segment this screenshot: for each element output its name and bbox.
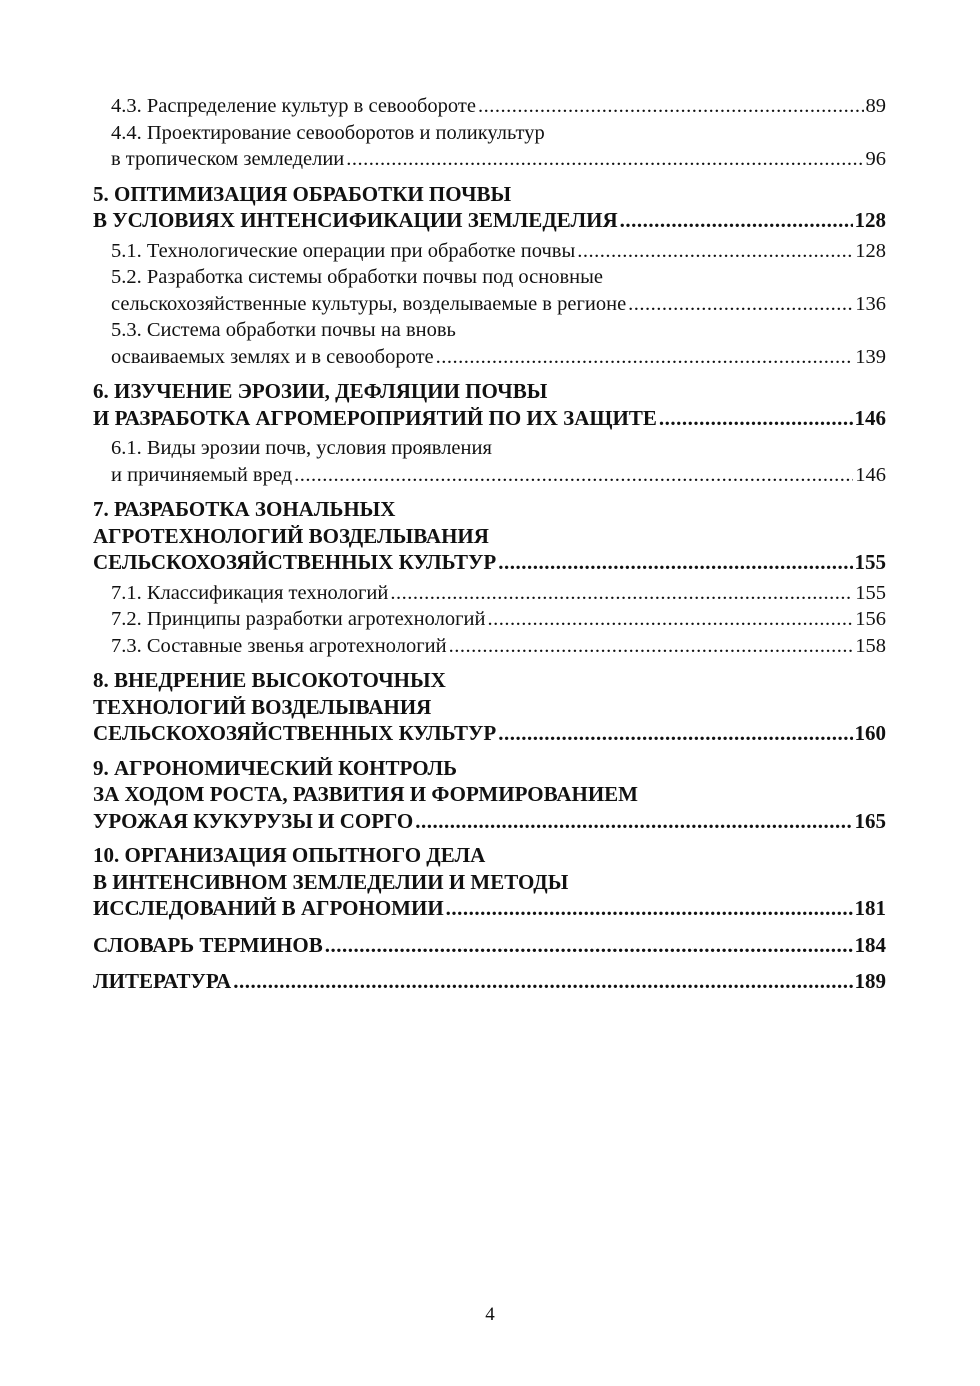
chapter-title: 9. АГРОНОМИЧЕСКИЙ КОНТРОЛЬ [93, 755, 458, 780]
toc-entry-7-1[interactable] [93, 580, 886, 607]
toc-entry-7-3[interactable] [93, 633, 886, 660]
toc-entry-4-4-line1[interactable] [93, 120, 886, 147]
toc-entry-page: 96 [865, 148, 886, 170]
dot-leader [577, 238, 853, 265]
dot-leader [436, 344, 854, 371]
dot-leader [498, 549, 852, 576]
toc-entry-label: и причиняемый вред [111, 463, 293, 486]
toc-chapter-6[interactable] [93, 378, 886, 431]
dot-leader [390, 580, 853, 607]
chapter-page: 181 [854, 896, 886, 920]
chapter-page: 146 [854, 405, 886, 430]
chapter-title: ТЕХНОЛОГИЙ ВОЗДЕЛЫВАНИЯ [93, 694, 432, 719]
toc-chapter-7[interactable] [93, 496, 886, 576]
toc-entry-label: 4.4. Проектирование севооборотов и поликультур [111, 121, 545, 144]
toc-entry-6-1[interactable] [93, 462, 886, 489]
toc-entry-4-3[interactable] [93, 93, 886, 120]
chapter-title: ИССЛЕДОВАНИЙ В АГРОНОМИИ [93, 896, 444, 920]
toc-entry-4-4[interactable] [93, 146, 886, 173]
toc-section-6-subs [93, 435, 886, 488]
chapter-title: В ИНТЕНСИВНОМ ЗЕМЛЕДЕЛИИ И МЕТОДЫ [93, 869, 569, 894]
chapter-title: 8. ВНЕДРЕНИЕ ВЫСОКОТОЧНЫХ [93, 668, 446, 692]
toc-entry-label: 6.1. Виды эрозии почв, условия проявления [111, 437, 492, 459]
toc-entry-label: 5.2. Разработка системы обработки почвы под основные [111, 266, 603, 288]
chapter-title: 7. РАЗРАБОТКА ЗОНАЛЬНЫХ [93, 497, 396, 521]
chapter-title: УРОЖАЯ КУКУРУЗЫ И СОРГО [93, 808, 414, 833]
toc-entry-5-3[interactable] [93, 344, 886, 371]
toc-entry-5-3-line1[interactable] [93, 317, 886, 344]
toc-entry-page: 155 [855, 581, 886, 604]
chapter-title: 10. ОРГАНИЗАЦИЯ ОПЫТНОГО ДЕЛА [93, 843, 486, 867]
toc-entry-6-1-line1[interactable] [93, 435, 886, 462]
dot-leader [449, 633, 854, 660]
chapter-title: В УСЛОВИЯХ ИНТЕНСИФИКАЦИИ ЗЕМЛЕДЕЛИЯ [93, 208, 618, 232]
toc-glossary[interactable] [93, 932, 886, 959]
toc-entry-page: 156 [855, 608, 886, 630]
toc-chapter-8[interactable] [93, 667, 886, 747]
dot-leader [346, 146, 863, 173]
dot-leader [478, 93, 864, 120]
dot-leader [325, 932, 853, 959]
chapter-page: 184 [854, 932, 886, 957]
toc-entry-label: 4.3. Распределение культур в севообороте [111, 95, 476, 117]
chapter-title: СЕЛЬСКОХОЗЯЙСТВЕННЫХ КУЛЬТУР [93, 721, 497, 745]
toc-entry-5-1[interactable] [93, 238, 886, 265]
dot-leader [294, 462, 853, 489]
chapter-title: И РАЗРАБОТКА АГРОМЕРОПРИЯТИЙ ПО ИХ ЗАЩИТЕ [93, 405, 657, 430]
page-number: 4 [485, 1304, 495, 1325]
dot-leader [620, 207, 853, 234]
toc-entry-label: в тропическом земледелии [111, 148, 345, 170]
dot-leader [628, 291, 853, 318]
toc-literature[interactable] [93, 968, 886, 995]
toc-entry-label: сельскохозяйственные культуры, возделываемые в регионе [111, 292, 627, 315]
toc-entry-page: 89 [865, 95, 886, 117]
chapter-page: 155 [854, 550, 886, 574]
toc-entry-5-2-line1[interactable] [93, 264, 886, 291]
toc-entry-page: 158 [855, 634, 886, 657]
chapter-title: АГРОТЕХНОЛОГИЙ ВОЗДЕЛЫВАНИЯ [93, 523, 489, 548]
toc-entry-label: 7.3. Составные звенья агротехнологий [111, 634, 447, 657]
toc-entry-label: 7.1. Классификация технологий [111, 581, 389, 604]
toc-entry-7-2[interactable] [93, 606, 886, 633]
toc-entry-page: 139 [855, 345, 886, 368]
toc-entry-label: 5.1. Технологические операции при обработке почвы [111, 239, 576, 262]
toc-entry-page: 136 [855, 292, 886, 315]
table-of-contents [93, 93, 886, 995]
toc-entry-label: 7.2. Принципы разработки агротехнологий [111, 608, 486, 630]
dot-leader [498, 720, 852, 747]
toc-chapter-5[interactable] [93, 181, 886, 234]
chapter-page: 189 [854, 969, 886, 993]
dot-leader [659, 405, 853, 432]
chapter-title: ЗА ХОДОМ РОСТА, РАЗВИТИЯ И ФОРМИРОВАНИЕМ [93, 782, 638, 806]
chapter-title: 6. ИЗУЧЕНИЕ ЭРОЗИИ, ДЕФЛЯЦИИ ПОЧВЫ [93, 379, 548, 403]
chapter-title: 5. ОПТИМИЗАЦИЯ ОБРАБОТКИ ПОЧВЫ [93, 181, 512, 206]
dot-leader [446, 895, 853, 922]
toc-entry-5-2[interactable] [93, 291, 886, 318]
toc-entry-page: 128 [855, 239, 886, 262]
toc-entry-label: осваиваемых землях и в севообороте [111, 345, 434, 368]
toc-section-7-subs [93, 580, 886, 660]
chapter-page: 160 [854, 721, 886, 745]
chapter-title: СЛОВАРЬ ТЕРМИНОВ [93, 932, 323, 957]
chapter-title: ЛИТЕРАТУРА [93, 969, 232, 993]
chapter-page: 128 [854, 208, 886, 232]
toc-section-5-subs [93, 238, 886, 371]
toc-chapter-10[interactable] [93, 842, 886, 922]
dot-leader [233, 968, 852, 995]
dot-leader [487, 606, 853, 633]
chapter-page: 165 [854, 808, 886, 833]
toc-entry-page: 146 [855, 463, 886, 486]
toc-section-4-tail [93, 93, 886, 173]
chapter-title: СЕЛЬСКОХОЗЯЙСТВЕННЫХ КУЛЬТУР [93, 550, 497, 574]
toc-entry-label: 5.3. Система обработки почвы на вновь [111, 319, 456, 341]
toc-chapter-9[interactable] [93, 755, 886, 835]
dot-leader [415, 808, 852, 835]
